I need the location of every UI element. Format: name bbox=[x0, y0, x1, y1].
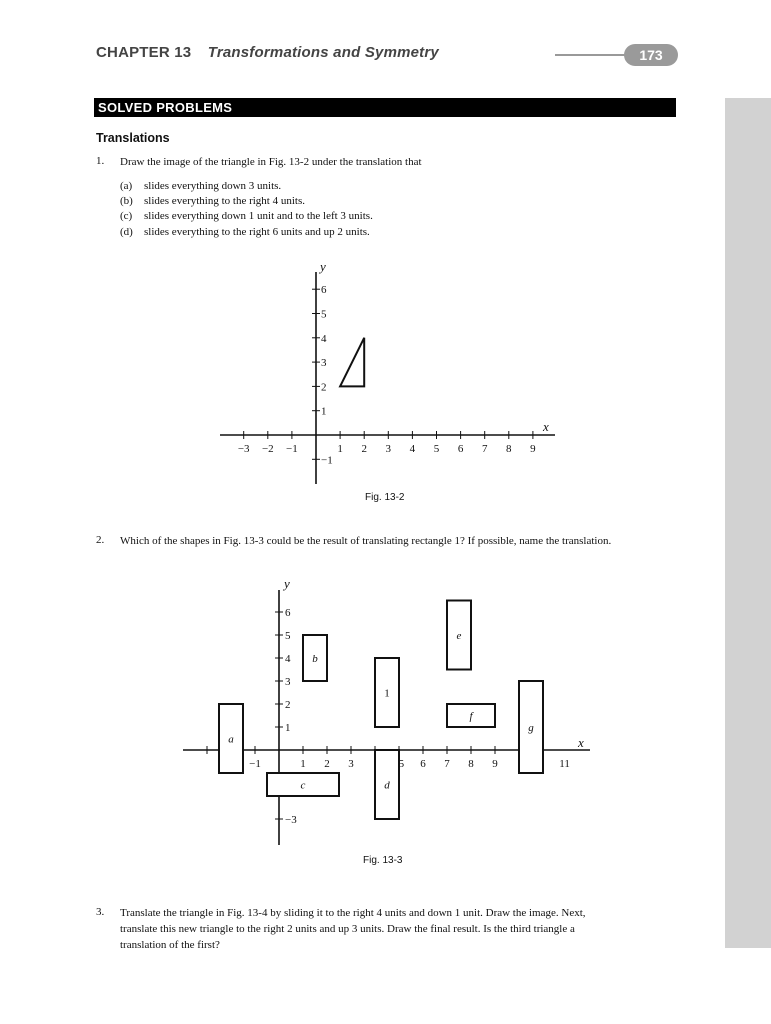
y-tick-label: 3 bbox=[285, 676, 291, 688]
y-axis-label: y bbox=[284, 576, 290, 591]
x-tick-label: −1 bbox=[249, 758, 261, 770]
x-tick-label: 1 bbox=[300, 758, 306, 770]
problem-3-line-1: Translate the triangle in Fig. 13-4 by sliding it to the right 4 units and down 1 unit. Draw the image. Next, bbox=[120, 907, 586, 919]
x-tick-label: 7 bbox=[481, 443, 488, 455]
y-tick-label: 5 bbox=[321, 308, 327, 321]
y-tick-label: 1 bbox=[285, 722, 291, 734]
x-tick-label: 5 bbox=[433, 443, 440, 455]
y-tick-label: 6 bbox=[321, 284, 327, 297]
x-tick-label: 6 bbox=[420, 758, 426, 770]
part-text: slides everything to the right 4 units. bbox=[144, 195, 306, 207]
y-axis-label: y bbox=[320, 259, 326, 274]
chapter-number: CHAPTER 13 bbox=[96, 44, 192, 61]
problem-1-number: 1. bbox=[96, 155, 105, 167]
page-number: 173 bbox=[624, 44, 678, 66]
part-label: (d) bbox=[120, 226, 133, 238]
y-tick-label: −3 bbox=[285, 814, 297, 826]
part-text: slides everything down 3 units. bbox=[144, 180, 282, 192]
x-tick-label: 8 bbox=[506, 443, 512, 455]
x-tick-label: 9 bbox=[492, 758, 498, 770]
x-tick-label: 3 bbox=[348, 758, 354, 770]
x-tick-label: 9 bbox=[530, 443, 536, 455]
problem-3-line-3: translation of the first? bbox=[120, 939, 220, 951]
x-tick-label: 7 bbox=[444, 758, 450, 770]
problem-3-number: 3. bbox=[96, 906, 105, 918]
y-tick-label: 5 bbox=[285, 630, 291, 642]
y-tick-label: 2 bbox=[285, 699, 291, 711]
x-tick-label: −3 bbox=[237, 443, 250, 455]
x-tick-label: −1 bbox=[286, 443, 298, 455]
x-tick-label: 11 bbox=[559, 758, 570, 770]
y-tick-label: 6 bbox=[285, 607, 291, 619]
figure-13-2-caption: Fig. 13-2 bbox=[365, 492, 405, 503]
x-tick-label: 3 bbox=[385, 443, 392, 455]
part-text: slides everything to the right 6 units and up 2 units. bbox=[144, 226, 370, 238]
section-title: SOLVED PROBLEMS bbox=[94, 98, 676, 117]
x-tick-label: 2 bbox=[324, 758, 330, 770]
x-axis-label: x bbox=[578, 735, 584, 750]
subsection-title: Translations bbox=[96, 131, 170, 145]
figure-13-3-caption: Fig. 13-3 bbox=[363, 855, 403, 866]
x-tick-label: −2 bbox=[261, 443, 274, 455]
x-tick-label: 1 bbox=[337, 443, 343, 455]
x-tick-label: 4 bbox=[409, 443, 416, 455]
x-tick-label: 2 bbox=[361, 443, 367, 455]
chapter-title: Transformations and Symmetry bbox=[207, 44, 439, 61]
y-tick-label: 4 bbox=[285, 653, 291, 665]
y-tick-label: 1 bbox=[321, 405, 327, 418]
rectangle-label-1: 1 bbox=[384, 687, 390, 700]
y-tick-label: 4 bbox=[321, 332, 327, 345]
y-tick-label: 3 bbox=[321, 357, 327, 370]
y-tick-label: 2 bbox=[321, 381, 327, 394]
part-label: (c) bbox=[120, 210, 133, 222]
x-tick-label: 6 bbox=[457, 443, 464, 455]
x-tick-label: 8 bbox=[468, 758, 474, 770]
rectangle-label-a: a bbox=[228, 733, 234, 746]
problem-2-text: Which of the shapes in Fig. 13-3 could be the result of translating rectangle 1? If possible, name the translation. bbox=[120, 535, 612, 547]
x-tick-label: 5 bbox=[398, 758, 405, 770]
rectangle-label-g: g bbox=[528, 722, 534, 734]
rectangle-label-b: b bbox=[312, 653, 318, 665]
problem-2-number: 2. bbox=[96, 534, 105, 546]
rectangle-label-e: e bbox=[456, 630, 462, 642]
problem-1-text: Draw the image of the triangle in Fig. 13-2 under the translation that bbox=[120, 156, 422, 168]
part-text: slides everything down 1 unit and to the left 3 units. bbox=[144, 210, 373, 222]
x-axis-label: x bbox=[543, 419, 549, 434]
rectangle-label-c: c bbox=[300, 779, 306, 792]
problem-3-line-2: translate this new triangle to the right 2 units and up 3 units. Draw the final result. Is the third triangle a bbox=[120, 923, 575, 935]
part-label: (a) bbox=[120, 180, 133, 192]
rectangle-label-d: d bbox=[384, 779, 390, 792]
y-tick-label: −1 bbox=[321, 454, 333, 467]
rectangle-label-f: f bbox=[469, 710, 473, 723]
part-label: (b) bbox=[120, 195, 133, 207]
